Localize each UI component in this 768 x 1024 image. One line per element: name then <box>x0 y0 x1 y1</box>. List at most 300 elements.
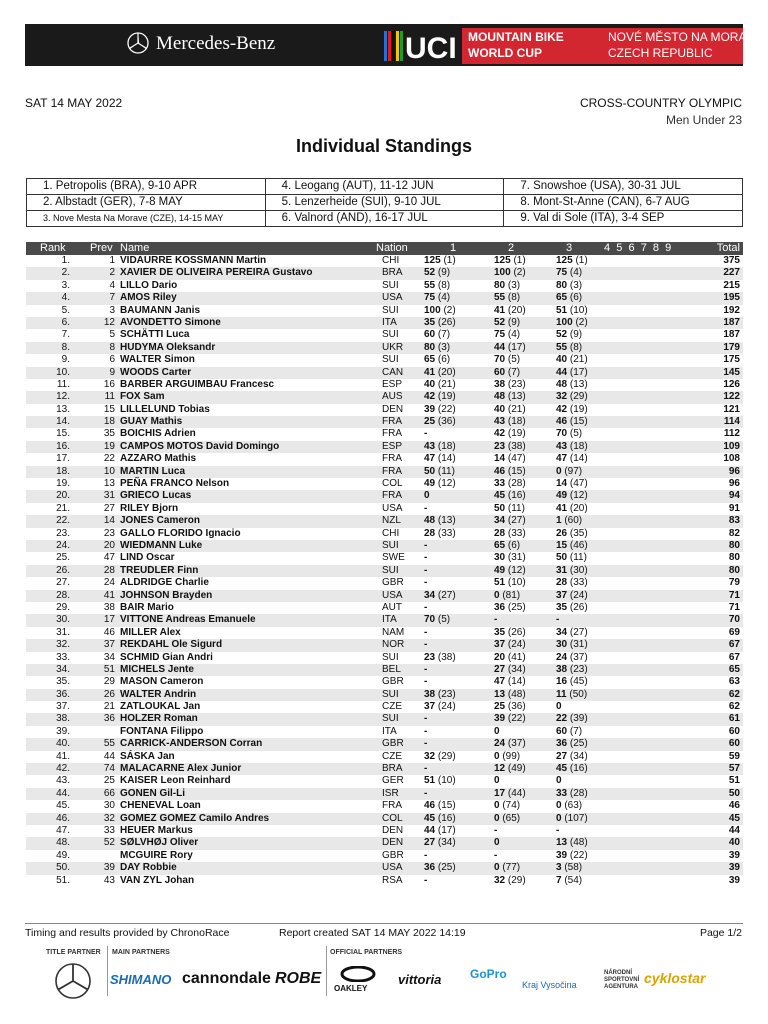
round-3-points <box>556 391 588 403</box>
rank-cell: 23. <box>56 527 70 539</box>
round-1-points <box>424 602 427 614</box>
round-1-points <box>424 441 456 453</box>
points-value: 28 <box>424 527 436 539</box>
col-total: Total <box>716 242 740 254</box>
rider-name-cell: LILLO Dario <box>120 279 178 291</box>
table-row <box>26 391 743 403</box>
total-points-cell: 50 <box>728 787 740 799</box>
table-row <box>26 552 743 564</box>
rider-name-cell: SÁSKA Jan <box>120 750 175 762</box>
round-1-points <box>424 577 427 589</box>
points-value: 25 <box>424 416 436 428</box>
points-value: 37 <box>424 701 436 713</box>
points-value: 13 <box>556 837 568 849</box>
table-row <box>26 478 743 490</box>
total-points-cell: 179 <box>723 341 740 353</box>
round-2-points <box>494 453 526 465</box>
stage-position: (65) <box>502 812 521 824</box>
rider-name-cell: AVONDETTO Simone <box>120 316 221 328</box>
mercedes-star-icon <box>54 962 92 1000</box>
points-value: 40 <box>424 378 436 390</box>
stage-position: (38) <box>507 440 526 452</box>
points-value: 80 <box>556 279 568 291</box>
round-1-points <box>424 850 427 862</box>
stage-position: (3) <box>507 279 521 291</box>
table-row <box>26 416 743 428</box>
total-points-cell: 83 <box>728 515 740 527</box>
table-row <box>26 751 743 763</box>
points-value: 34 <box>424 589 436 601</box>
points-value: - <box>424 663 428 675</box>
round-1-points <box>424 490 430 502</box>
points-value: 60 <box>424 329 436 341</box>
table-row <box>26 800 743 812</box>
points-value: 17 <box>494 787 506 799</box>
prev-rank-cell: 20 <box>103 539 115 551</box>
stage-position: (33) <box>569 577 588 589</box>
points-value: - <box>424 552 428 564</box>
prev-rank-cell: 9 <box>109 366 115 378</box>
stage-position: (47) <box>507 453 526 465</box>
nation-cell: DEN <box>382 837 404 849</box>
stage-position: (34) <box>437 837 456 849</box>
points-value: 31 <box>556 564 568 576</box>
round-3-points <box>556 515 582 527</box>
points-value: 0 <box>494 837 500 849</box>
prev-rank-cell: 1 <box>109 255 115 266</box>
points-value: 65 <box>494 539 506 551</box>
points-value: 52 <box>494 316 506 328</box>
round-1-points <box>424 292 450 304</box>
rank-cell: 43. <box>56 775 70 787</box>
points-value: - <box>556 614 560 626</box>
rider-name-cell: PEÑA FRANCO Nelson <box>120 478 230 490</box>
stage-position: (24) <box>437 701 456 713</box>
nation-cell: GBR <box>382 849 404 861</box>
stage-position: (14) <box>507 676 526 688</box>
points-value: 0 <box>556 775 562 787</box>
round-1-points <box>424 515 456 527</box>
stage-position: (6) <box>507 539 521 551</box>
prev-rank-cell: 15 <box>103 403 115 415</box>
round-2-points <box>494 788 526 800</box>
prev-rank-cell: 12 <box>103 316 115 328</box>
points-value: 48 <box>424 515 436 527</box>
rank-cell: 46. <box>56 812 70 824</box>
nation-cell: CHI <box>382 527 400 539</box>
round-2-points <box>494 676 526 688</box>
points-value: 44 <box>424 824 436 836</box>
stage-position: (20) <box>437 366 456 378</box>
stage-position: (3) <box>437 341 451 353</box>
robe-logo: ROBE <box>275 970 322 987</box>
nation-cell: USA <box>382 292 403 304</box>
points-value: 45 <box>494 490 506 502</box>
points-value: 45 <box>556 763 568 775</box>
points-value: 0 <box>494 862 500 874</box>
points-value: 50 <box>556 552 568 564</box>
total-points-cell: 187 <box>723 316 740 328</box>
points-value: 38 <box>494 378 506 390</box>
rider-name-cell: MASON Cameron <box>120 676 204 688</box>
points-value: 52 <box>424 267 436 279</box>
round-cell: 7. Snowshoe (USA), 30-31 JUL <box>504 179 743 195</box>
round-2-points <box>494 466 526 478</box>
points-value: 24 <box>494 738 506 750</box>
rider-name-cell: BOICHIS Adrien <box>120 428 196 440</box>
round-1-points <box>424 800 456 812</box>
round-2-points <box>494 850 497 862</box>
rider-name-cell: VAN ZYL Johan <box>120 874 195 886</box>
col-prev: Prev <box>90 242 113 254</box>
stage-position: (10) <box>437 775 456 787</box>
points-value: 44 <box>494 341 506 353</box>
rank-cell: 20. <box>56 490 70 502</box>
nation-cell: SUI <box>382 564 399 576</box>
round-1-points <box>424 428 427 440</box>
points-value: 27 <box>494 663 506 675</box>
points-value: 42 <box>494 428 506 440</box>
round-3-points <box>556 800 582 812</box>
rank-cell: 14. <box>56 416 70 428</box>
prev-rank-cell: 26 <box>103 688 115 700</box>
round-2-points <box>494 664 526 676</box>
rank-cell: 9. <box>61 354 70 366</box>
stage-position: (54) <box>564 874 583 886</box>
stage-position: (20) <box>507 304 526 316</box>
stage-position: (24) <box>507 639 526 651</box>
total-points-cell: 67 <box>728 639 740 651</box>
rider-name-cell: SCHMID Gian Andri <box>120 651 213 663</box>
round-1-points <box>424 639 427 651</box>
stage-position: (25) <box>507 601 526 613</box>
rank-cell: 8. <box>61 341 70 353</box>
total-points-cell: 67 <box>728 651 740 663</box>
prev-rank-cell: 35 <box>103 428 115 440</box>
round-2-points <box>494 689 526 701</box>
rank-cell: 26. <box>56 564 70 576</box>
timing-credit: Timing and results provided by ChronoRace <box>25 927 230 939</box>
points-value: 50 <box>424 465 436 477</box>
points-value: 14 <box>494 453 506 465</box>
round-1-points <box>424 713 427 725</box>
points-value: 40 <box>556 354 568 366</box>
stage-position: (45) <box>569 676 588 688</box>
rider-name-cell: REKDAHL Ole Sigurd <box>120 639 223 651</box>
points-value: 32 <box>556 391 568 403</box>
rank-cell: 11. <box>56 378 70 390</box>
prev-rank-cell: 38 <box>103 601 115 613</box>
rider-name-cell: MILLER Alex <box>120 626 181 638</box>
nation-cell: USA <box>382 589 403 601</box>
main-partners-label: MAIN PARTNERS <box>112 949 170 956</box>
col-rank: Rank <box>40 242 66 254</box>
rank-cell: 29. <box>56 601 70 613</box>
table-row <box>26 255 743 267</box>
total-points-cell: 40 <box>728 837 740 849</box>
table-row <box>26 367 743 379</box>
nation-cell: SUI <box>382 688 399 700</box>
rider-name-cell: KAISER Leon Reinhard <box>120 775 231 787</box>
round-2-points <box>494 627 526 639</box>
round-3-points <box>556 689 587 701</box>
rider-name-cell: GALLO FLORIDO Ignacio <box>120 527 241 539</box>
nation-cell: FRA <box>382 416 402 428</box>
stage-position: (29) <box>569 391 588 403</box>
stage-position: (77) <box>502 862 521 874</box>
nation-cell: DEN <box>382 403 404 415</box>
points-value: 50 <box>494 502 506 514</box>
rider-name-cell: ALDRIDGE Charlie <box>120 577 209 589</box>
round-1-points <box>424 701 456 713</box>
oakley-ellipse-icon <box>340 966 376 982</box>
total-points-cell: 44 <box>728 824 740 836</box>
stage-position: (18) <box>437 440 456 452</box>
nation-cell: SUI <box>382 713 399 725</box>
nation-cell: FRA <box>382 453 402 465</box>
total-points-cell: 39 <box>728 874 740 886</box>
round-3-points <box>556 354 588 366</box>
rank-cell: 51. <box>56 874 70 886</box>
round-2-points <box>494 837 500 849</box>
round-3-points <box>556 652 588 664</box>
round-cell: 3. Nove Mesta Na Morave (CZE), 14-15 MAY <box>27 211 266 227</box>
prev-rank-cell: 8 <box>109 341 115 353</box>
round-1-points <box>424 354 450 366</box>
round-1-points <box>424 317 456 329</box>
table-row <box>26 379 743 391</box>
stage-position: (44) <box>507 787 526 799</box>
stage-position: (19) <box>437 391 456 403</box>
rank-cell: 24. <box>56 539 70 551</box>
stage-position: (38) <box>437 651 456 663</box>
points-value: 46 <box>494 465 506 477</box>
total-points-cell: 96 <box>728 465 740 477</box>
nation-cell: SUI <box>382 329 399 341</box>
points-value: - <box>494 614 498 626</box>
points-value: 0 <box>556 800 562 812</box>
stage-position: (35) <box>569 527 588 539</box>
table-row <box>26 738 743 750</box>
round-3-points <box>556 280 582 292</box>
prev-rank-cell: 30 <box>103 800 115 812</box>
total-points-cell: 82 <box>728 527 740 539</box>
stage-position: (13) <box>437 515 456 527</box>
round-1-points <box>424 280 450 292</box>
rank-cell: 6. <box>61 316 70 328</box>
venue-title <box>608 29 762 61</box>
round-1-points <box>424 540 427 552</box>
nation-cell: GER <box>382 775 404 787</box>
stage-position: (21) <box>569 354 588 366</box>
points-value: 23 <box>494 440 506 452</box>
stage-position: (25) <box>569 738 588 750</box>
nation-cell: NAM <box>382 626 405 638</box>
round-2-points <box>494 614 497 626</box>
rank-cell: 44. <box>56 787 70 799</box>
table-row <box>26 490 743 502</box>
round-3-points <box>556 317 588 329</box>
round-3-points <box>556 627 588 639</box>
stage-position: (7) <box>437 329 451 341</box>
stage-position: (19) <box>569 403 588 415</box>
round-2-points <box>494 813 520 825</box>
rank-cell: 41. <box>56 750 70 762</box>
total-points-cell: 57 <box>728 763 740 775</box>
stage-position: (12) <box>437 478 456 490</box>
points-value: 55 <box>494 292 506 304</box>
round-2-points <box>494 701 526 713</box>
rank-cell: 4. <box>61 292 70 304</box>
rider-name-cell: GONEN Gil-Li <box>120 787 185 799</box>
stage-position: (99) <box>502 750 521 762</box>
stage-position: (16) <box>507 490 526 502</box>
stage-position: (3) <box>569 279 583 291</box>
points-value: 100 <box>494 267 511 279</box>
stage-position: (18) <box>507 416 526 428</box>
stage-position: (27) <box>507 515 526 527</box>
total-points-cell: 375 <box>723 255 740 266</box>
stage-position: (41) <box>507 651 526 663</box>
rank-cell: 3. <box>61 279 70 291</box>
round-3-points <box>556 837 588 849</box>
points-value: 39 <box>424 403 436 415</box>
stage-position: (17) <box>569 366 588 378</box>
round-3-points <box>556 738 588 750</box>
points-value: 0 <box>494 775 500 787</box>
table-row <box>26 267 743 279</box>
race-date: SAT 14 MAY 2022 <box>25 96 123 110</box>
points-value: 0 <box>494 812 500 824</box>
points-value: - <box>424 738 428 750</box>
round-2-points <box>494 515 526 527</box>
stage-position: (7) <box>569 725 583 737</box>
series-title <box>468 29 564 61</box>
points-value: 60 <box>556 725 568 737</box>
round-2-points <box>494 577 526 589</box>
nation-cell: CZE <box>382 701 402 713</box>
total-points-cell: 227 <box>723 267 740 279</box>
rider-name-cell: WALTER Andrin <box>120 688 197 700</box>
round-1-points <box>424 267 450 279</box>
prev-rank-cell: 39 <box>103 862 115 874</box>
stage-position: (2) <box>575 316 588 328</box>
rider-name-cell: GUAY Mathis <box>120 416 183 428</box>
stage-position: (48) <box>507 688 526 700</box>
points-value: 100 <box>556 316 573 328</box>
nation-cell: COL <box>382 812 403 824</box>
total-points-cell: 71 <box>728 589 740 601</box>
prev-rank-cell: 43 <box>103 874 115 886</box>
stage-position: (2) <box>443 304 456 316</box>
round-3-points <box>556 453 588 465</box>
stage-position: (39) <box>569 713 588 725</box>
stage-position: (10) <box>507 577 526 589</box>
stage-position: (15) <box>437 800 456 812</box>
prev-rank-cell: 17 <box>103 614 115 626</box>
round-2-points <box>494 416 526 428</box>
stage-position: (12) <box>507 564 526 576</box>
series-line-1: MOUNTAIN BIKE <box>468 30 564 44</box>
points-value: 65 <box>556 292 568 304</box>
total-points-cell: 192 <box>723 304 740 316</box>
round-1-points <box>424 528 456 540</box>
round-2-points <box>494 775 500 787</box>
total-points-cell: 61 <box>728 713 740 725</box>
total-points-cell: 145 <box>723 366 740 378</box>
nation-cell: USA <box>382 502 403 514</box>
stage-position: (26) <box>437 316 456 328</box>
gopro-logo: GoPro <box>470 967 507 981</box>
round-2-points <box>494 652 526 664</box>
prev-rank-cell: 25 <box>103 775 115 787</box>
col-nation: Nation <box>376 242 408 254</box>
round-1-points <box>424 404 456 416</box>
stage-position: (10) <box>569 304 588 316</box>
table-row <box>26 565 743 577</box>
nation-cell: USA <box>382 862 403 874</box>
rank-cell: 1. <box>61 255 70 266</box>
points-value: - <box>424 713 428 725</box>
round-2-points <box>494 317 520 329</box>
stage-position: (13) <box>569 378 588 390</box>
points-value: 28 <box>556 577 568 589</box>
round-1-points <box>424 775 456 787</box>
rank-cell: 33. <box>56 651 70 663</box>
prev-rank-cell: 11 <box>104 391 115 403</box>
round-3-points <box>556 726 582 738</box>
round-1-points <box>424 875 427 887</box>
col-round-2: 2 <box>508 242 515 254</box>
stage-position: (15) <box>507 465 526 477</box>
table-row <box>26 627 743 639</box>
table-row <box>26 639 743 651</box>
total-points-cell: 94 <box>728 490 740 502</box>
round-1-points <box>424 825 456 837</box>
round-2-points <box>494 441 526 453</box>
round-3-points <box>556 466 582 478</box>
round-3-points <box>556 267 582 279</box>
round-3-points <box>556 503 588 515</box>
svg-text:UCI: UCI <box>405 32 457 64</box>
rounds-row <box>27 211 743 227</box>
points-value: 46 <box>556 416 568 428</box>
points-value: 37 <box>494 639 506 651</box>
nation-cell: AUT <box>382 601 402 613</box>
uci-logo <box>382 28 462 64</box>
prev-rank-cell: 36 <box>103 713 115 725</box>
rank-cell: 2. <box>61 267 70 279</box>
stage-position: (33) <box>507 527 526 539</box>
prev-rank-cell: 41 <box>103 589 115 601</box>
total-points-cell: 108 <box>723 453 740 465</box>
round-cell: 4. Leogang (AUT), 11-12 JUN <box>265 179 504 195</box>
points-value: 3 <box>556 862 562 874</box>
rider-name-cell: VIDAURRE KOSSMANN Martin <box>120 255 267 266</box>
total-points-cell: 46 <box>728 800 740 812</box>
prev-rank-cell: 46 <box>103 626 115 638</box>
points-value: 65 <box>424 354 436 366</box>
total-points-cell: 45 <box>728 812 740 824</box>
rider-name-cell: RILEY Bjorn <box>120 502 179 514</box>
round-1-points <box>424 652 456 664</box>
nation-cell: FRA <box>382 428 402 440</box>
rider-name-cell: JOHNSON Brayden <box>120 589 213 601</box>
rank-cell: 36. <box>56 688 70 700</box>
points-value: 26 <box>556 527 568 539</box>
stage-position: (17) <box>507 341 526 353</box>
prev-rank-cell: 21 <box>103 701 115 713</box>
